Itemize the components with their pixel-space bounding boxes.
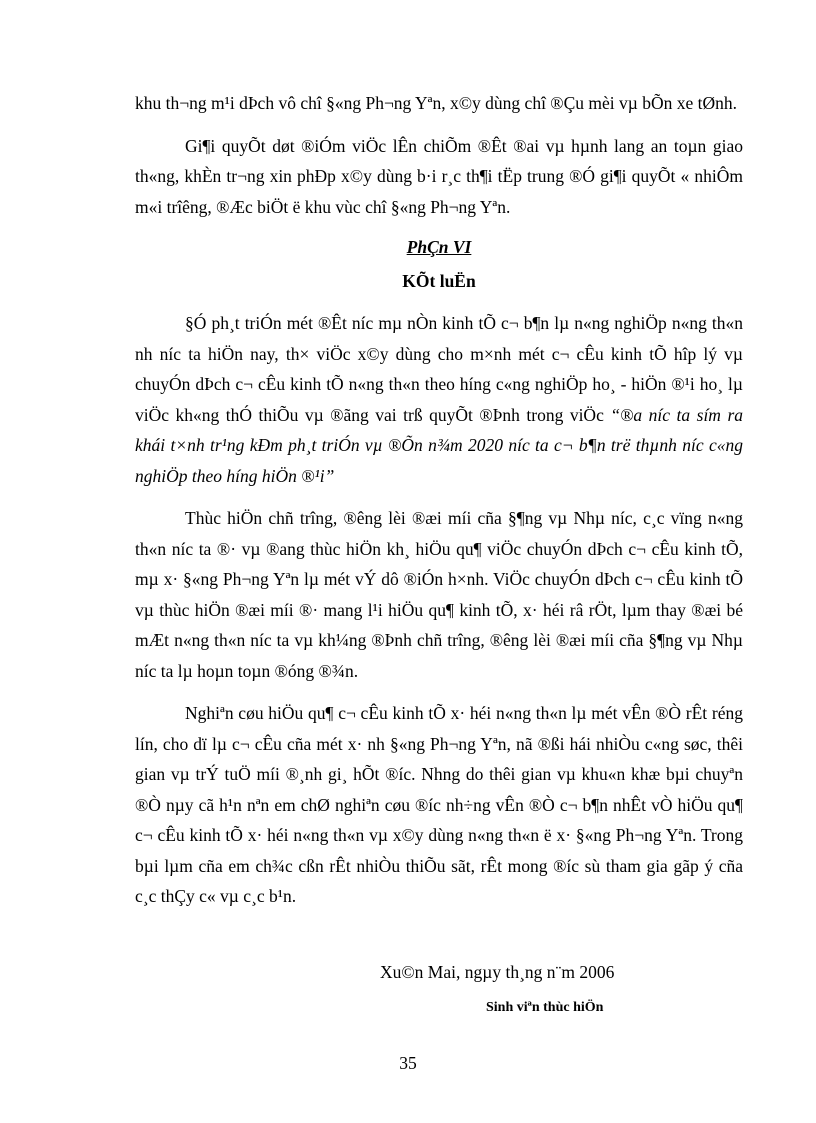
paragraph-4: Thùc hiÖn chñ trîng, ®êng lèi ®æi míi cña §¶ng vµ Nhµ níc, c¸c vïng n«ng th«n níc ta ®· vµ ®ang thùc hiÖn kh¸ hiÖu qu¶ viÖc chuyÓn dÞch c¬ cÊu kinh tÕ, mµ x· §«ng Ph¬ng Yªn lµ mét vÝ dô ®iÓn h×nh. ViÖc chuyÓn dÞch c¬ cÊu kinh tÕ vµ thùc hiÖn ®æi míi ®· mang l¹i hiÖu qu¶ kinh tÕ, x· héi râ rÖt, lµm thay ®æi bé mÆt n«ng th«n níc ta vµ kh¼ng ®Þnh chñ trîng, ®êng lèi ®æi míi cña §¶ng vµ Nhµ níc ta lµ hoµn toµn ®óng ®¾n.	[135, 508, 743, 681]
section-title: KÕt luËn	[402, 271, 476, 291]
page-number: 35	[399, 1053, 417, 1073]
signer-label: Sinh viªn thùc hiÖn	[486, 1000, 604, 1015]
date-line: Xu©n Mai, ngµy th¸ng n¨m 2006	[380, 962, 615, 982]
paragraph-3-text: §Ó ph¸t triÓn mét ®Êt níc mµ nÒn kinh tÕ c¬ b¶n lµ n«ng nghiÖp n«ng th«n nh níc ta hiÖn nay, th× viÖc x©y dùng cho m×nh mét c¬ cÊu kinh tÕ hîp lý vµ chuyÓn dÞch c¬ cÊu kinh tÕ n«ng th«n theo híng c«ng nghiÖp ho¸ - hiÖn ®¹i ho¸ lµ viÖc kh«ng thÓ thiÕu vµ ®ãng vai trß quyÕt ®Þnh trong viÖc	[135, 313, 743, 425]
paragraph-1: khu th¬ng m¹i dÞch vô chî §«ng Ph¬ng Yªn, x©y dùng chî ®Çu mèi vµ bÕn xe tØnh.	[135, 93, 737, 113]
paragraph-3	[135, 308, 743, 491]
document-body	[135, 88, 743, 912]
paragraph-3-quote: “®a níc ta sím ra khái t×nh tr¹ng kÐm ph¸t triÓn vµ ®Õn n¾m 2020 níc ta c¬ b¶n trë thµnh níc c«ng nghiÖp theo híng hiÖn ®¹i”	[135, 404, 744, 486]
paragraph-2: Gi¶i quyÕt døt ®iÓm viÖc lÊn chiÕm ®Êt ®ai vµ hµnh lang an toµn giao th«ng, khÈn tr¬ng xin phÐp x©y dùng b·i r¸c th¶i tËp trung ®Ó gi¶i quyÕt « nhiÔm m«i trîêng, ®Æc biÖt ë khu vùc chî §«ng Ph¬ng Yªn.	[135, 135, 743, 217]
paragraph-5: Nghiªn cøu hiÖu qu¶ c¬ cÊu kinh tÕ x· héi n«ng th«n lµ mét vÊn ®Ò rÊt réng lín, cho dï lµ c¬ cÊu cña mét x· nh §«ng Ph¬ng Yªn, nã ®ßi hái nhiÒu c«ng søc, thêi gian vµ trÝ tuÖ míi ®¸nh gi¸ hÕt ®íc. Nhng do thêi gian vµ khu«n khæ bµi chuyªn ®Ò nµy cã h¹n nªn em chØ nghiªn cøu ®íc nh÷ng vÊn ®Ò c¬ b¶n nhÊt vÒ hiÖu qu¶ c¬ cÊu kinh tÕ x· héi n«ng th«n vµ x©y dùng n«ng th«n ë x· §«ng Ph¬ng Yªn. Trong bµi lµm cña em ch¾c cßn rÊt nhiÒu thiÕu sãt, rÊt mong ®íc sù tham gia gãp ý cña c¸c thÇy c« vµ c¸c b¹n.	[135, 703, 743, 906]
part-heading: PhÇn VI	[406, 237, 472, 257]
